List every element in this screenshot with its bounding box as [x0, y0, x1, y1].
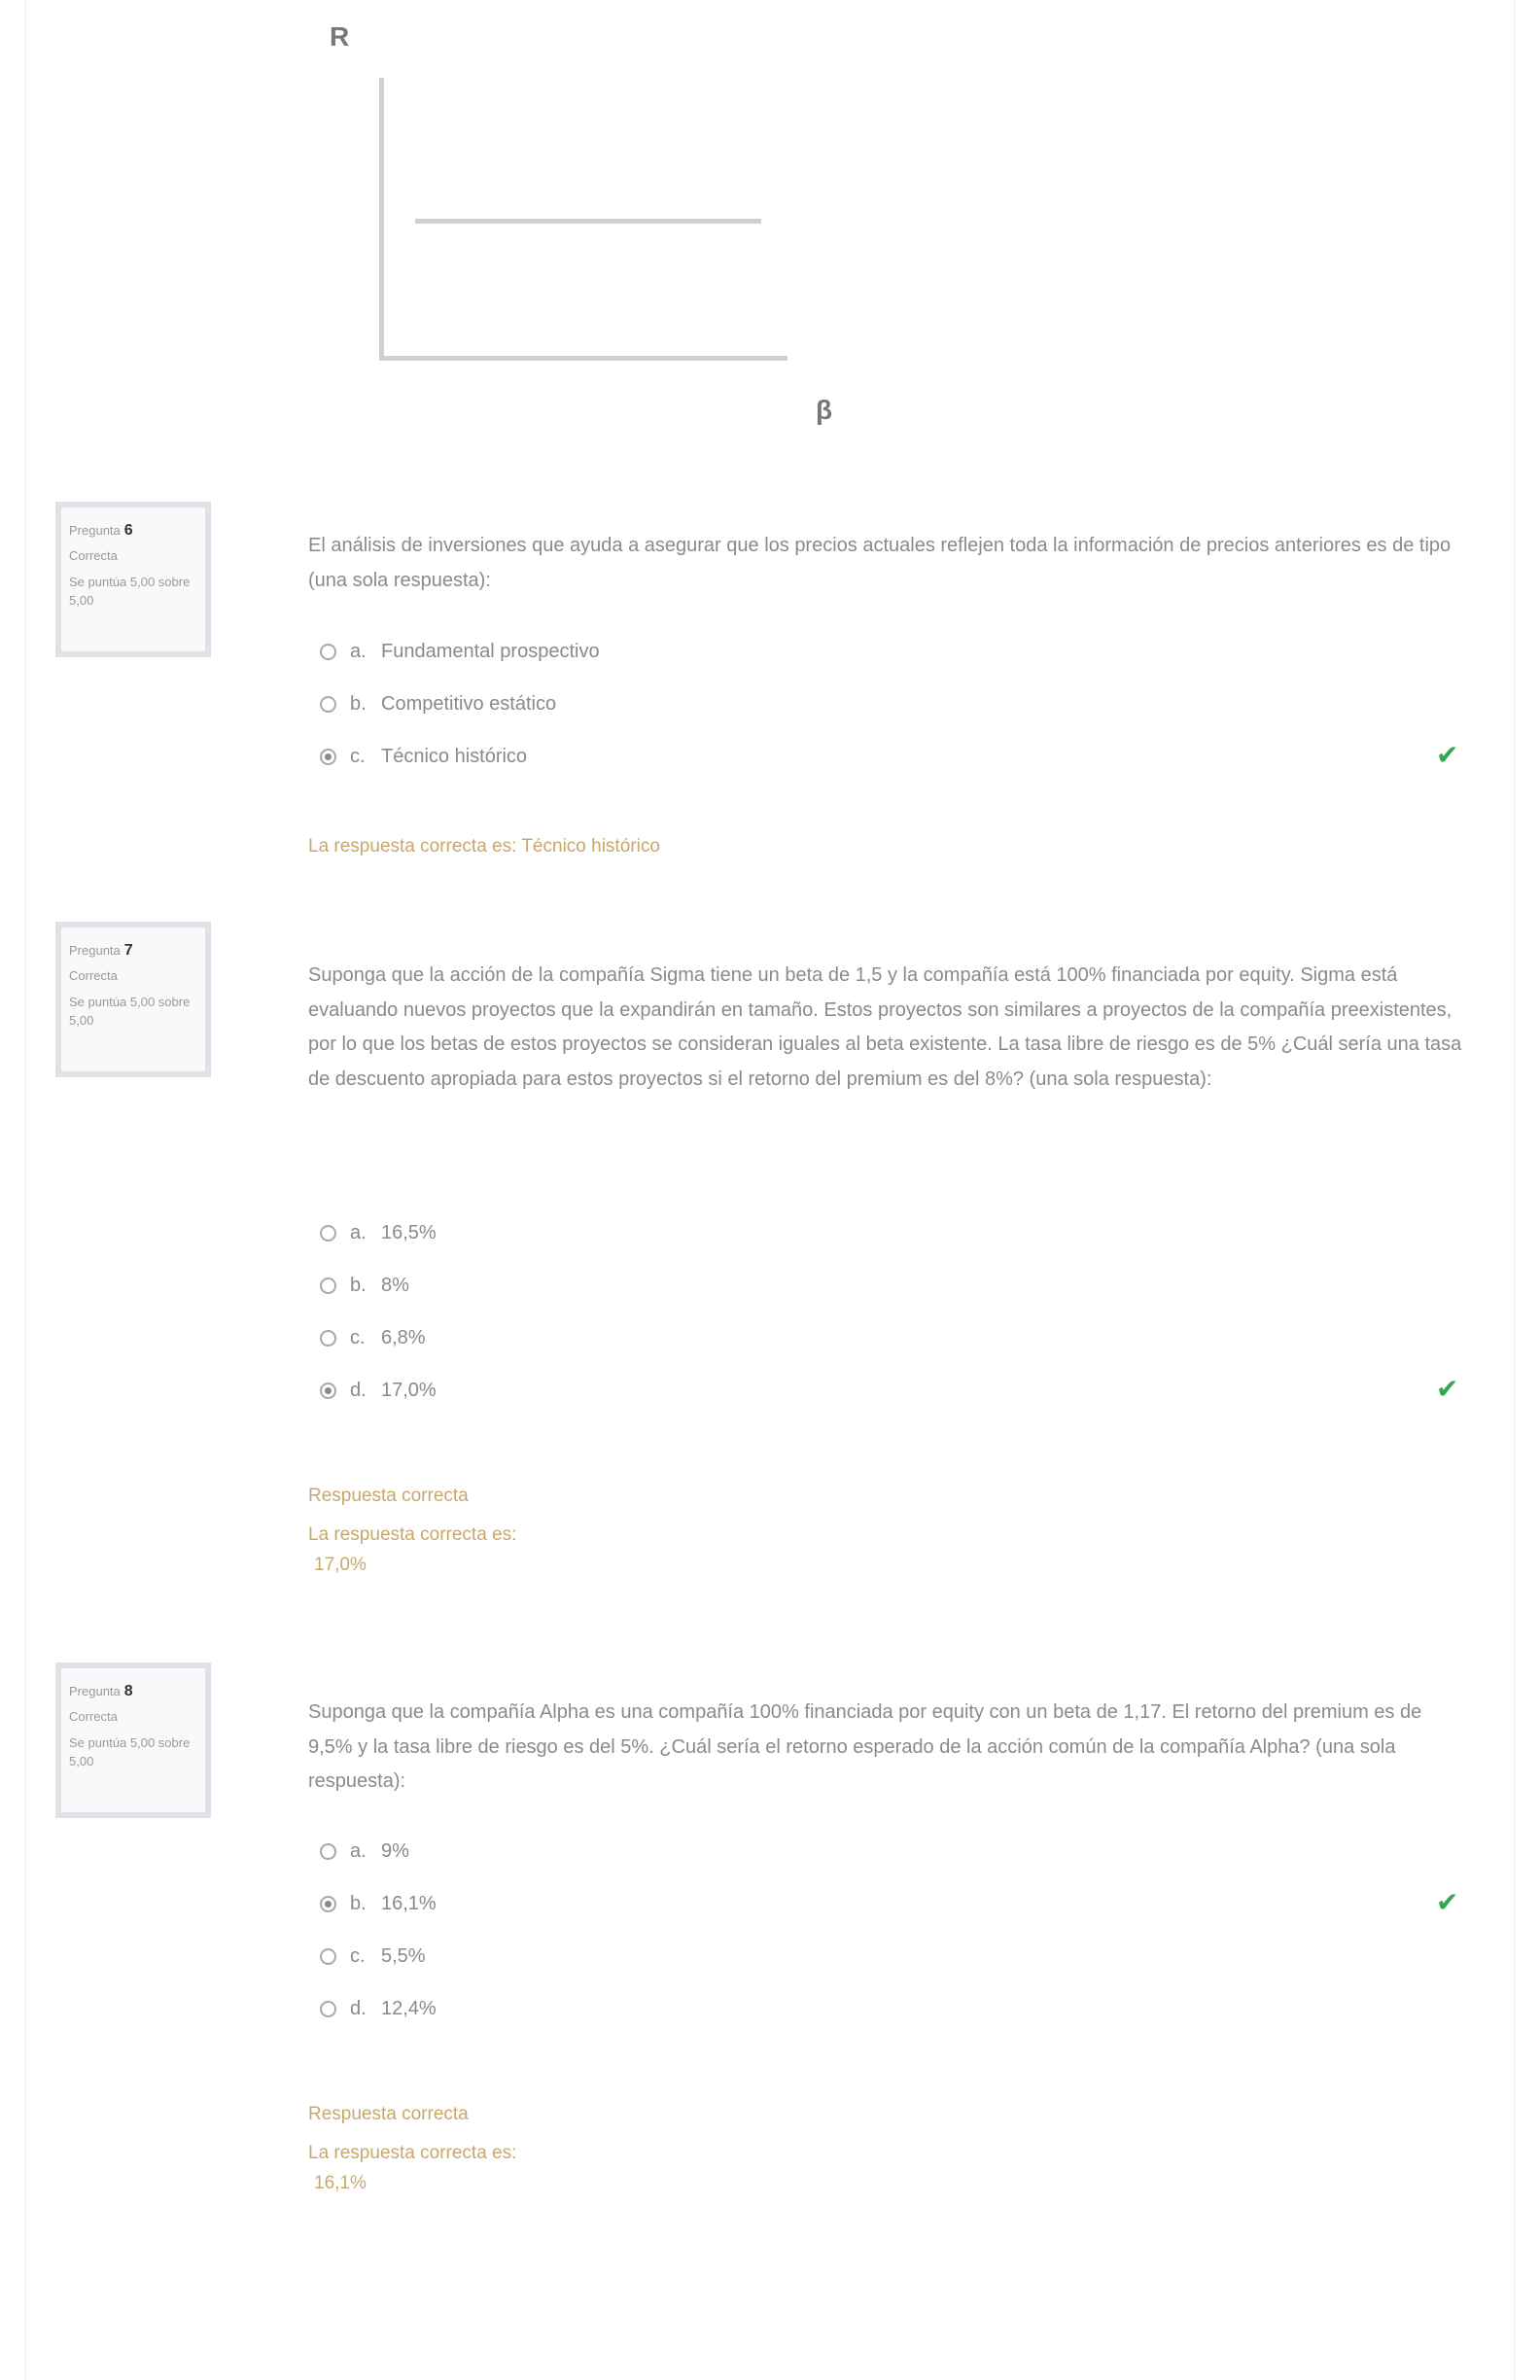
right-answer-label: La respuesta correcta es:	[308, 1524, 517, 1546]
graph-y-axis	[379, 78, 384, 360]
radio-button[interactable]	[320, 696, 336, 713]
graph-line	[415, 219, 761, 224]
radio-button[interactable]	[320, 1330, 336, 1347]
quiz-review-page	[25, 0, 1515, 2380]
question-grade: Se puntúa 5,00 sobre 5,00	[69, 995, 191, 1028]
right-answer-label: La respuesta correcta es:	[308, 2143, 517, 2164]
question-info	[55, 502, 211, 657]
radio-button[interactable]	[320, 749, 336, 765]
answer-option[interactable]: c. Técnico histórico ✔	[320, 739, 1477, 774]
radio-button[interactable]	[320, 1896, 336, 1912]
question-number: Pregunta 6	[69, 522, 133, 539]
answer-option[interactable]: b. Competitivo estático	[320, 686, 1477, 721]
graph-x-axis	[379, 356, 788, 361]
question-info	[55, 1662, 211, 1818]
answer-option[interactable]: c. 5,5%	[320, 1939, 1477, 1974]
radio-button[interactable]	[320, 1225, 336, 1242]
radio-button[interactable]	[320, 1948, 336, 1965]
radio-button[interactable]	[320, 644, 336, 660]
answer-option[interactable]: d. 12,4%	[320, 1991, 1477, 2026]
graph-x-label: β	[816, 395, 833, 425]
question-number: Pregunta 8	[69, 1683, 133, 1699]
radio-button[interactable]	[320, 2001, 336, 2017]
answer-list	[320, 1215, 1477, 1425]
answer-option[interactable]: d. 17,0% ✔	[320, 1373, 1477, 1408]
check-icon: ✔	[1436, 740, 1459, 770]
right-answer-label: La respuesta correcta es: Técnico histórico	[308, 836, 660, 857]
answer-list	[320, 1834, 1477, 2044]
question-number: Pregunta 7	[69, 942, 133, 959]
radio-button[interactable]	[320, 1278, 336, 1294]
question-info	[55, 922, 211, 1077]
answer-list	[320, 634, 1477, 791]
check-icon: ✔	[1436, 1374, 1459, 1404]
answer-option[interactable]: a. 16,5%	[320, 1215, 1477, 1250]
question-text: El análisis de inversiones que ayuda a asegurar que los precios actuales reflejen toda la información de precios anteriores es de tipo (una sola respuesta):	[308, 535, 1452, 591]
graph-y-label: R	[330, 21, 350, 52]
answer-option[interactable]: b. 8%	[320, 1268, 1477, 1303]
question-state: Correcta	[69, 548, 118, 564]
question-grade: Se puntúa 5,00 sobre 5,00	[69, 1735, 191, 1768]
radio-button[interactable]	[320, 1382, 336, 1399]
check-icon: ✔	[1436, 1887, 1459, 1917]
feedback-text: Respuesta correcta	[308, 1486, 469, 1506]
question-text: Suponga que la compañía Alpha es una compañía 100% financiada por equity con un beta de 1,17. El retorno del premium es de 9,5% y la tasa libre de riesgo es del 5%. ¿Cuál sería el retorno esperado de la acción común de la compañía Alpha? (una sola respuesta):	[308, 1701, 1422, 1793]
radio-button[interactable]	[320, 1843, 336, 1860]
feedback	[308, 2100, 516, 2198]
answer-option[interactable]: c. 6,8%	[320, 1320, 1477, 1355]
answer-option[interactable]: a. 9%	[320, 1834, 1477, 1869]
question-grade: Se puntúa 5,00 sobre 5,00	[69, 575, 191, 608]
feedback	[308, 1482, 516, 1580]
answer-option[interactable]: b. 16,1% ✔	[320, 1886, 1477, 1921]
question-state: Correcta	[69, 968, 118, 984]
question-state: Correcta	[69, 1709, 118, 1725]
question-text: Suponga que la acción de la compañía Sigma tiene un beta de 1,5 y la compañía está 100% financiada por equity. Sigma está evaluando nuevos proyectos que la expandirán en tamaño. Estos proyectos son similares a proyectos de la compañía preexistentes, por lo que los betas de estos proyectos se consideran iguales al beta existente. La tasa libre de riesgo es de 5% ¿Cuál sería una tasa de descuento apropiada para estos proyectos si el retorno del premium es del 8%? (una sola respuesta):	[308, 964, 1462, 1090]
right-answer-value: 17,0%	[314, 1554, 367, 1575]
answer-option[interactable]: a. Fundamental prospectivo	[320, 634, 1477, 669]
right-answer-value: 16,1%	[314, 2172, 367, 2193]
sml-graph	[318, 10, 862, 438]
feedback	[308, 822, 660, 861]
feedback-text: Respuesta correcta	[308, 2104, 469, 2124]
